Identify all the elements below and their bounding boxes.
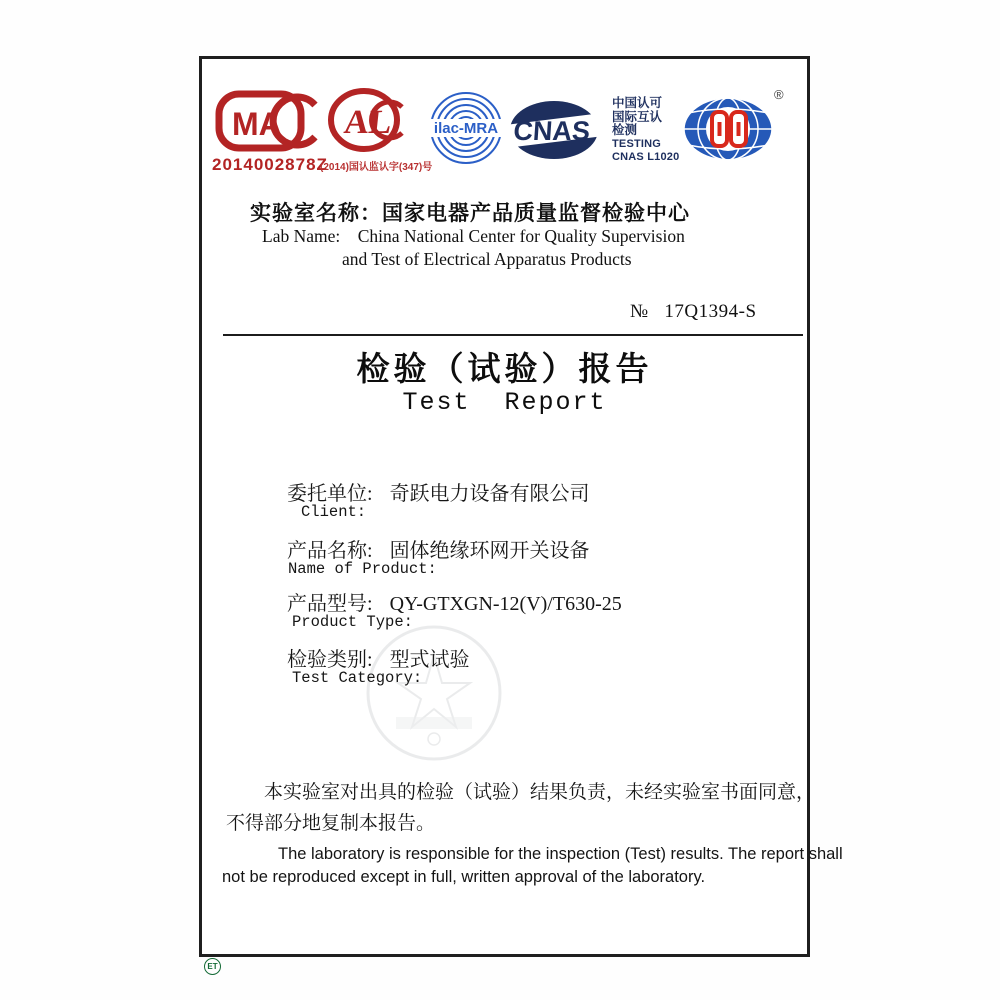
disclaimer-en-line2: not be reproduced except in full, written approval of the laboratory. (222, 868, 706, 886)
field-product-name-zh-label: 产品名称: (287, 540, 373, 562)
report-title-zh: 检验（试验）报告 (356, 350, 653, 387)
report-number (630, 301, 757, 323)
field-client-zh (287, 477, 590, 506)
lab-name-en-line1 (262, 226, 685, 247)
al-caption: (2014)国认监认字(347)号 (320, 162, 433, 173)
accreditation-line: TESTING (612, 137, 662, 150)
svg-text:CNAS: CNAS (512, 116, 592, 146)
field-test-category-en-label: Test Category: (292, 669, 423, 687)
lab-name-en-label: Lab Name: (262, 226, 341, 246)
accreditation-line: 国际互认 (612, 109, 663, 124)
al-logo (326, 87, 406, 155)
report-page (199, 56, 843, 957)
report-number-value: 17Q1394-S (664, 301, 757, 322)
lab-name-en-line2: and Test of Electrical Apparatus Products (342, 249, 632, 269)
lab-name-en-value: China National Center for Quality Supervision (357, 226, 685, 246)
accreditation-line: CNAS L1020 (612, 151, 680, 163)
accreditation-text (612, 97, 679, 165)
header-divider (223, 334, 803, 336)
cma-number: 2014002878Z (212, 155, 328, 174)
field-product-name-en-label: Name of Product: (288, 560, 437, 578)
field-client-zh-value: 奇跃电力设备有限公司 (389, 483, 590, 505)
accreditation-line: 中国认可 (612, 96, 663, 110)
field-test-category-zh-value: 型式试验 (389, 649, 470, 671)
field-test-category-zh-label: 检验类别: (287, 649, 373, 671)
field-client-zh-label: 委托单位: (287, 483, 373, 505)
field-product-type-en-label: Product Type: (292, 613, 413, 631)
svg-text:ilac-MRA: ilac-MRA (433, 120, 499, 137)
disclaimer-zh-line1: 本实验室对出具的检验（试验）结果负责，未经实验室书面同意， (264, 782, 816, 803)
field-test-category-zh (287, 643, 470, 672)
report-number-label: № (630, 301, 649, 322)
cma-logo (214, 89, 320, 153)
field-product-name-zh-value: 固体绝缘环网开关设备 (389, 540, 590, 562)
svg-text:MA: MA (232, 106, 282, 142)
field-product-name-zh (287, 534, 590, 563)
globe-logo (682, 95, 776, 163)
svg-text:AL: AL (342, 104, 394, 141)
registered-mark: ® (774, 87, 784, 102)
field-product-type-zh-value: QY-GTXGN-12(V)/T630-25 (389, 593, 622, 615)
cnas-logo (508, 99, 600, 161)
disclaimer-en (222, 843, 843, 889)
disclaimer-zh-line2: 不得部分地复制本报告。 (226, 813, 436, 834)
disclaimer-en-line1: The laboratory is responsible for the inspection (Test) results. The report shall (278, 845, 843, 863)
ilac-mra-logo (428, 90, 504, 166)
field-product-type-zh-label: 产品型号: (287, 593, 373, 615)
disclaimer-zh (226, 777, 815, 839)
accreditation-line: 检测 (612, 123, 638, 137)
et-certification-mark: ET (204, 958, 221, 975)
report-title-en: Test Report (402, 388, 607, 417)
lab-name-zh: 实验室名称：国家电器产品质量监督检验中心 (250, 202, 690, 225)
field-client-en-label: Client: (301, 503, 367, 521)
field-product-type-zh (287, 587, 622, 616)
